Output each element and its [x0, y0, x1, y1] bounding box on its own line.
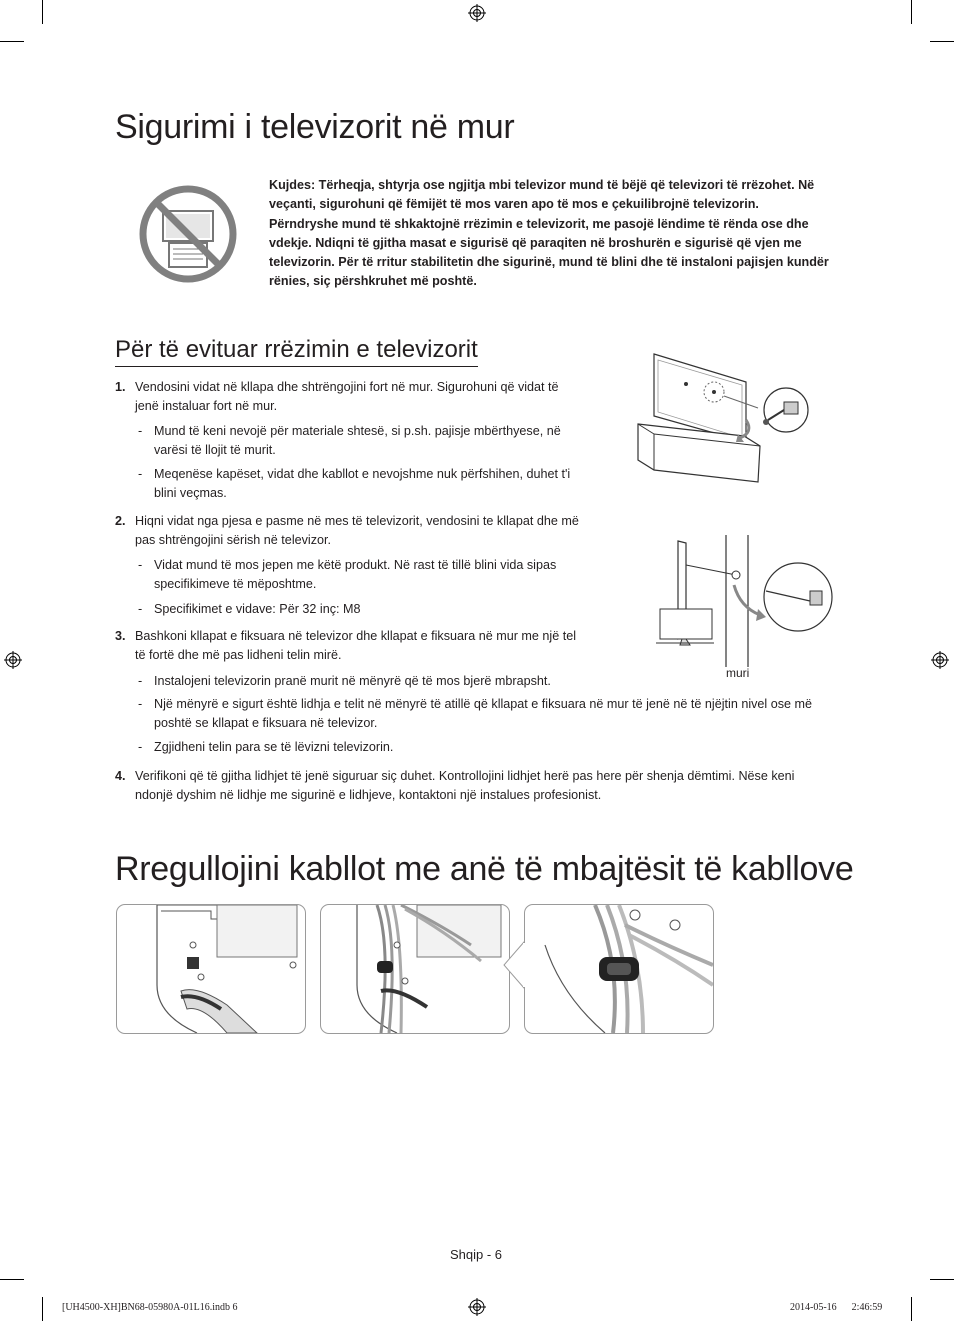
step-number: 3. — [115, 629, 126, 643]
step-text: Verifikoni që të gjitha lidhjet të jenë siguruar siç duhet. Kontrollojini lidhjet herë pas here për shenja dëmtimi. Nëse keni ndonjë dyshim në lidhje me sigurinë e lidhjeve, kontaktoni një instalues profesionist. — [135, 769, 795, 803]
section-subtitle: Për të evituar rrëzimin e televizorit — [115, 336, 478, 367]
tv-back-illustration — [117, 905, 305, 1033]
bullet-dash: - — [138, 697, 143, 711]
step-text: Vendosini vidat në kllapa dhe shtrëngojini fort në mur. Sigurohuni që vidat të jenë instaluar fort në mur. — [135, 380, 559, 414]
page-title: Sigurimi i televizorit në mur — [115, 108, 515, 146]
registration-mark-icon — [468, 4, 486, 22]
step-text: Bashkoni kllapat e fiksuara në televizor dhe kllapat e fiksuara në mur me një tel të fortë dhe më pas lidheni telin mirë. — [135, 629, 577, 663]
bullet-dash: - — [138, 740, 143, 754]
bullet-dash: - — [138, 602, 143, 616]
bullet-dash: - — [138, 558, 143, 572]
crop-mark — [0, 1279, 24, 1280]
step-subitem: Specifikimet e vidave: Për 32 inç: M8 — [154, 602, 361, 616]
crop-mark — [911, 1297, 912, 1321]
wall-label: muri — [726, 666, 750, 680]
cable-clip-illustration — [321, 905, 509, 1033]
step-subitem: Zgjidheni telin para se të lëvizni televizorin. — [154, 740, 394, 754]
registration-mark-icon — [931, 651, 949, 669]
step-number: 2. — [115, 514, 126, 528]
page-number: Shqip - 6 — [450, 1247, 503, 1262]
step-subitem: Instalojeni televizorin pranë murit në mënyrë që të mos bjerë mbrapsht. — [154, 674, 551, 688]
crop-mark — [42, 1297, 43, 1321]
bullet-dash: - — [138, 674, 143, 688]
section-title-cables: Rregullojini kabllot me anë të mbajtësit të kabllove — [115, 850, 854, 888]
cable-holder-panel — [320, 904, 510, 1034]
crop-mark — [42, 0, 43, 24]
tv-wall-wire-illustration — [650, 535, 840, 670]
bullet-dash: - — [138, 467, 143, 481]
caution-text: Kujdes: Tërheqja, shtyrja ose ngjitja mbi televizor mund të bëjë që televizori të rrëzohet. Në veçanti, sigurohuni që fëmijët të mos varen apo të mos e çekuilibrojnë televizorin. Përndryshe mund të shkaktojnë rrëzimin e televizorit, me pasojë lëndime të rënda ose dhe vdekje. Ndiqni të gjitha masat e sigurisë që paraqiten në broshurën e sigurisë që vjen me televizorin. Për të rritur stabilitetin dhe sigurinë, mund të blini dhe të instaloni pajisjen kundër rënies, siç përshkruhet më poshtë. — [269, 178, 829, 289]
registration-mark-icon — [468, 1298, 486, 1316]
tv-wall-anchor-illustration — [634, 350, 814, 495]
step-text: Hiqni vidat nga pjesa e pasme në mes të televizorit, vendosini te kllapat dhe më pas shtrëngojini sërish në televizor. — [135, 514, 579, 548]
file-slug: [UH4500-XH]BN68-05980A-01L16.indb 6 — [62, 1302, 238, 1313]
step-number: 4. — [115, 769, 126, 783]
crop-mark — [930, 41, 954, 42]
cable-clip-detail-illustration — [525, 905, 713, 1033]
step-subitem: Vidat mund të mos jepen me këtë produkt. Në rast të tillë blini vida sipas specifikimeve të mëposhtme. — [154, 558, 557, 592]
bullet-dash: - — [138, 424, 143, 438]
cable-holder-panel — [116, 904, 306, 1034]
no-climbing-warning-icon — [139, 185, 237, 283]
crop-mark — [930, 1279, 954, 1280]
registration-mark-icon — [4, 651, 22, 669]
callout-pointer — [500, 940, 530, 990]
date-slug: 2014-05-16 2:46:59 — [790, 1302, 883, 1313]
cable-holder-panel — [524, 904, 714, 1034]
step-subitem: Një mënyrë e sigurt është lidhja e telit në mënyrë të atillë që kllapat e fiksuara në mur të jenë në të njëjtin nivel ose më poshtë se kllapat e fiksuara në televizor. — [154, 697, 813, 731]
step-number: 1. — [115, 380, 126, 394]
step-subitem: Meqenëse kapëset, vidat dhe kabllot e nevojshme nuk përfshihen, duhet t'i blini veçmas. — [154, 467, 571, 501]
crop-mark — [911, 0, 912, 24]
step-subitem: Mund të keni nevojë për materiale shtesë, si p.sh. pajisje mbërthyese, në varësi të llojit të murit. — [154, 424, 561, 458]
crop-mark — [0, 41, 24, 42]
